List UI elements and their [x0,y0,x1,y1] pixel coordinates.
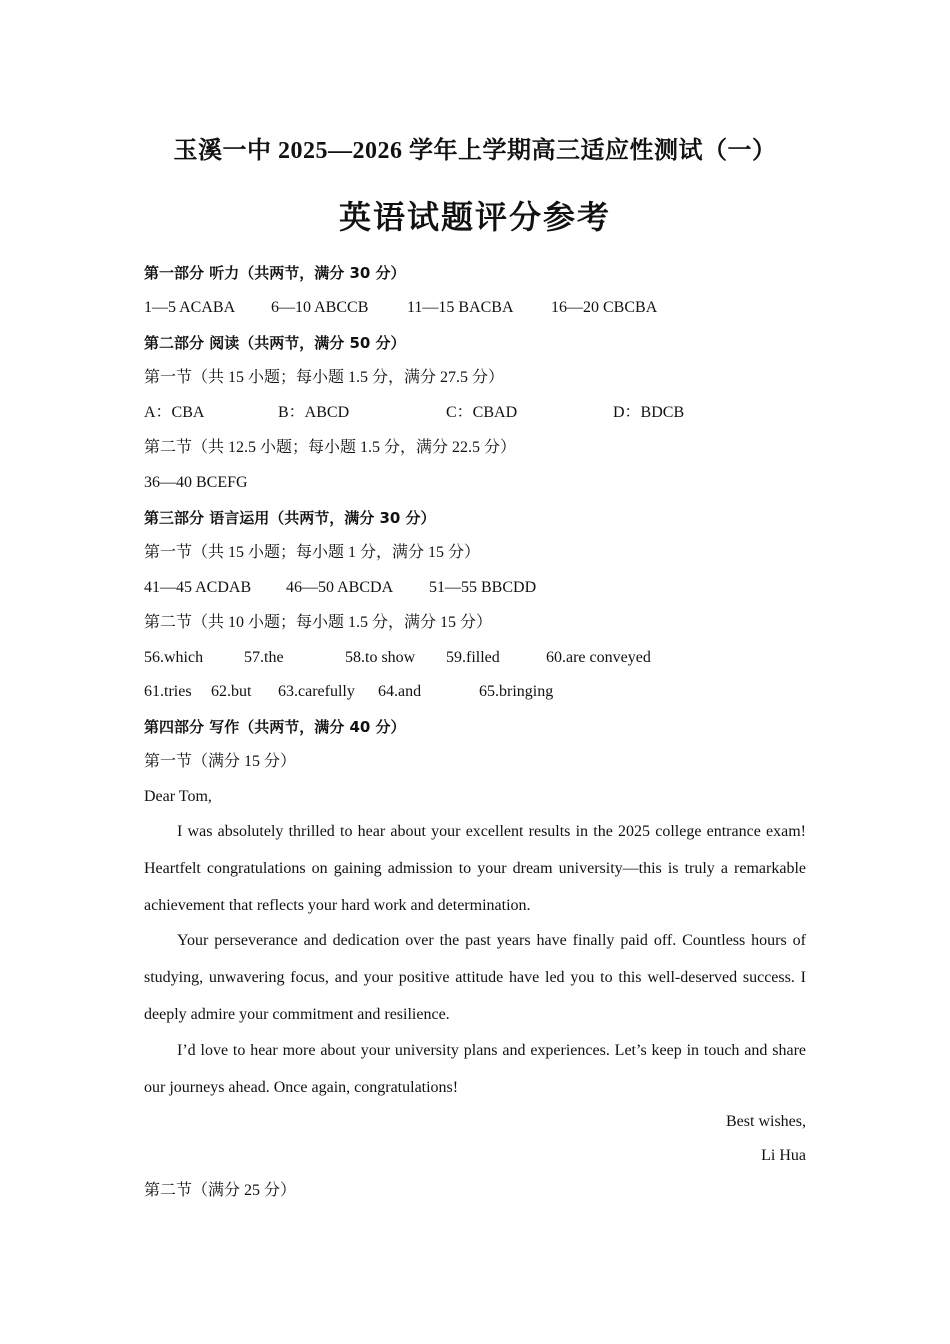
part3-blank-answer: 59.filled [446,649,500,666]
part3-blank-answer: 56.which [144,649,204,666]
part3-blank-answer: 63.carefully [278,683,355,700]
part1-answer-group: 6—10 ABCCB [271,299,369,316]
part1-heading: 第一部分 听力（共两节，满分 30 分） [144,264,406,282]
letter-paragraph-2: Your perseverance and dedication over the past years have finally paid off. Countless hours of studying, unwavering focus, and your positive attitude have led you to this well-deserved success. I deeply admire your commitment and resilience. [144,932,806,1023]
part1-answer-group: 1—5 ACABA [144,299,236,316]
part2-answer-group: B：ABCD [278,404,350,421]
part1-answer-group: 11—15 BACBA [407,299,514,316]
part3-blank-answer: 65.bringing [479,683,554,700]
part3-blank-answer: 57.the [244,649,284,666]
part1-answer-group: 16—20 CBCBA [551,299,658,316]
part3-blank-answer: 60.are conveyed [546,649,651,666]
part2-section2-answers: 36—40 BCEFG [144,474,248,491]
part2-heading: 第二部分 阅读（共两节，满分 50 分） [144,334,406,352]
part3-heading: 第三部分 语言运用（共两节，满分 30 分） [144,509,436,527]
part3-answer-group: 46—50 ABCDA [286,579,394,596]
part4-heading: 第四部分 写作（共两节，满分 40 分） [144,718,406,736]
letter-signature: Li Hua [761,1147,806,1164]
part2-section1-heading: 第一节（共 15 小题；每小题 1.5 分，满分 27.5 分） [144,369,505,386]
letter-paragraph-3: I’d love to hear more about your university plans and experiences. Let’s keep in touch and share our journeys ahead. Once again, congratulations! [144,1042,806,1096]
part3-blank-answer: 64.and [378,683,422,700]
part3-blank-answer: 62.but [211,683,252,700]
part3-answer-group: 41—45 ACDAB [144,579,252,596]
part2-answer-group: C：CBAD [446,404,518,421]
document-subtitle: 英语试题评分参考 [338,199,611,235]
part3-blank-answer: 58.to show [345,649,416,666]
exam-title: 玉溪一中 2025—2026 学年上学期高三适应性测试（一） [173,138,777,164]
part2-section2-heading: 第二节（共 12.5 小题；每小题 1.5 分，满分 22.5 分） [144,439,517,456]
part3-blank-answer: 61.tries [144,683,192,700]
letter-greeting: Dear Tom, [144,788,212,805]
part3-section1-heading: 第一节（共 15 小题；每小题 1 分，满分 15 分） [144,544,481,561]
part4-section1-heading: 第一节（满分 15 分） [144,753,297,770]
letter-closing: Best wishes, [726,1113,806,1130]
part2-answer-group: D：BDCB [613,404,685,421]
letter-paragraph-1: I was absolutely thrilled to hear about your excellent results in the 2025 college entrance exam! Heartfelt congratulations on gaining admission to your dream university—this is truly a remarkable achievement that reflects your hard work and determination. [144,823,806,914]
part3-section2-heading: 第二节（共 10 小题；每小题 1.5 分，满分 15 分） [144,614,493,631]
part2-answer-group: A：CBA [144,404,205,421]
part4-section2-heading: 第二节（满分 25 分） [144,1182,297,1199]
part3-answer-group: 51—55 BBCDD [429,579,537,596]
